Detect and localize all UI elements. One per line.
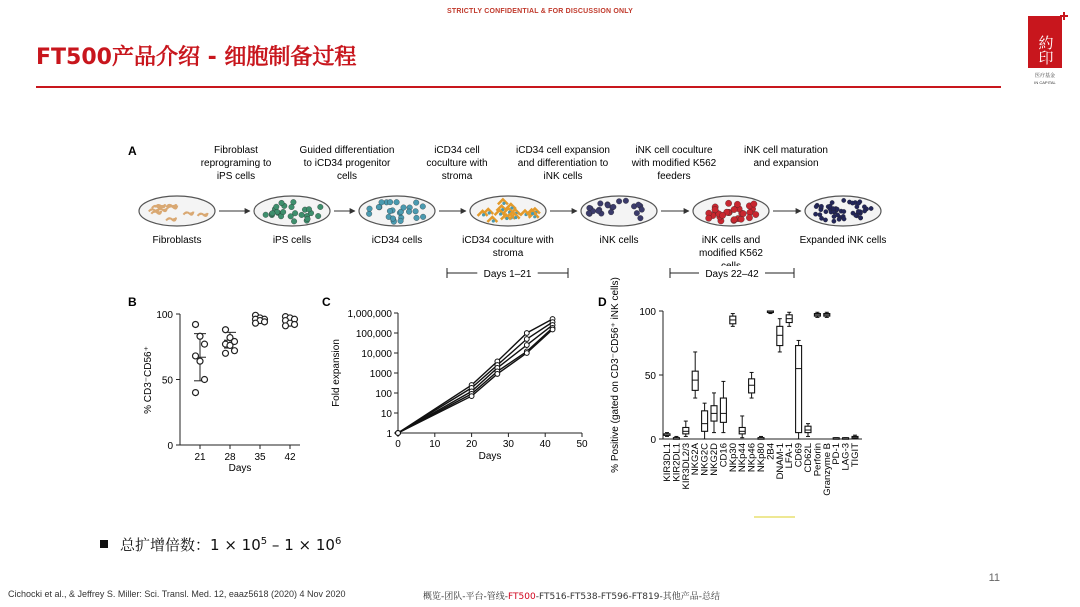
- step-bottom-label: iNK cells and modified K562: [699, 235, 763, 259]
- icd34-cell: [499, 212, 502, 215]
- step-bottom-label: iCD34 cells: [371, 235, 423, 246]
- y-tick-label: 50: [161, 375, 173, 387]
- y-tick-label: 50: [644, 371, 656, 382]
- cell-dot: [366, 211, 372, 217]
- cell-dot: [835, 207, 839, 211]
- logo-subtitle: 医疗基金: [1034, 73, 1056, 79]
- step-bottom-label: iNK cells: [599, 235, 639, 246]
- data-point: [396, 431, 401, 436]
- cell-dot: [586, 210, 592, 216]
- y-tick-label: 1: [386, 429, 392, 440]
- category-label: NKp80: [756, 443, 767, 473]
- icd34-cell: [492, 219, 495, 222]
- box: [683, 427, 689, 433]
- category-label: CD69: [793, 443, 805, 468]
- cell-dot: [712, 206, 718, 212]
- cell-dot: [420, 214, 426, 220]
- step-bottom-label: iPS cells: [272, 235, 312, 246]
- cell-dot: [315, 213, 321, 219]
- panel-c-label: C: [322, 295, 331, 309]
- data-point: [232, 348, 238, 354]
- icd34-cell: [531, 212, 534, 215]
- section-nav[interactable]: 概览-团队-平台-管线-FT500-FT516-FT538-FT596-FT819-其他产品-总结: [423, 592, 720, 602]
- step-top-label: iCD34 cell expansion and differentiation to iNK cells: [516, 145, 610, 182]
- cell-dot: [731, 216, 737, 222]
- cell-dot: [819, 204, 823, 208]
- cell-dot: [367, 206, 373, 212]
- panel-a-label: A: [128, 144, 137, 158]
- cell-dot: [413, 208, 419, 214]
- box: [777, 326, 783, 345]
- data-point: [193, 390, 199, 396]
- cell-dot: [862, 209, 866, 213]
- confidential-banner: STRICTLY CONFIDENTIAL & FOR DISCUSSION ONLY: [447, 8, 633, 15]
- panel-d-chart: [598, 277, 862, 517]
- category-label: NKG2C: [699, 443, 711, 476]
- cell-dot: [280, 209, 286, 215]
- x-tick-label: 0: [395, 439, 401, 450]
- cell-dot: [639, 207, 645, 213]
- box: [805, 426, 811, 432]
- series-line-2: [398, 325, 553, 433]
- box: [692, 371, 698, 390]
- x-axis-label: Days: [478, 451, 502, 462]
- step-bottom-label: Fibroblasts: [152, 235, 202, 246]
- data-point: [202, 341, 208, 347]
- page-number: 11: [988, 572, 1000, 584]
- cell-dot: [751, 201, 757, 207]
- data-point: [223, 350, 229, 356]
- data-point: [227, 342, 233, 348]
- x-axis-label: Days: [228, 463, 252, 474]
- cell-dot: [830, 200, 834, 204]
- step-cells-1: [254, 196, 330, 226]
- cell-dot: [306, 206, 312, 212]
- cell-dot: [842, 198, 846, 202]
- y-tick-label: 0: [167, 441, 173, 452]
- step-cells-2: [359, 196, 435, 226]
- cell-dot: [406, 209, 412, 215]
- x-tick-label: 40: [539, 439, 551, 450]
- page-title: FT500产品介绍 - 细胞制备过程: [36, 45, 357, 70]
- data-point: [197, 358, 203, 364]
- y-axis-label: Fold expansion: [331, 339, 342, 407]
- cell-dot: [854, 213, 858, 217]
- x-tick-label: 30: [502, 439, 514, 450]
- category-label: NKG2A: [690, 443, 702, 476]
- cell-dot: [263, 212, 269, 218]
- data-point: [292, 321, 298, 327]
- data-point: [524, 337, 529, 342]
- cell-dot: [414, 215, 420, 221]
- icd34-cell: [505, 217, 508, 220]
- cell-dot: [611, 204, 617, 210]
- cell-dot: [753, 211, 759, 217]
- cell-dot: [638, 215, 644, 221]
- data-point: [197, 333, 203, 339]
- cell-dot: [288, 214, 294, 220]
- cell-dot: [318, 204, 324, 210]
- cell-dot: [831, 206, 835, 210]
- category-label: TIGIT: [850, 443, 861, 468]
- series-line-0: [398, 319, 553, 433]
- cell-dot: [814, 204, 818, 208]
- cell-dot: [823, 218, 827, 222]
- cell-dot: [842, 217, 846, 221]
- y-tick-label: 100: [156, 310, 173, 321]
- nav-current: FT500: [508, 592, 536, 602]
- bullet-label: 总扩增倍数：: [120, 536, 211, 554]
- cell-dot: [289, 204, 295, 210]
- x-tick-label: 21: [194, 452, 206, 463]
- cell-dot: [623, 198, 629, 204]
- step-top-label: Fibroblast reprograming to iPS cells: [200, 145, 272, 182]
- x-tick-label: 50: [576, 439, 588, 450]
- step-bottom-label: Expanded iNK cells: [799, 235, 887, 246]
- icd34-cell: [482, 213, 485, 216]
- cell-dot: [616, 198, 622, 204]
- data-point: [193, 353, 199, 359]
- category-label: LFA-1: [784, 443, 796, 469]
- cell-dot: [842, 209, 846, 213]
- category-label: NKp44: [737, 443, 749, 473]
- x-tick-label: 35: [254, 452, 266, 463]
- category-label: KIR3DL2/3: [680, 443, 692, 490]
- cell-dot: [746, 215, 752, 221]
- day-range-2-label: Days 22–42: [705, 269, 759, 280]
- cell-dot: [856, 201, 860, 205]
- x-tick-label: 10: [429, 439, 441, 450]
- category-label: CD62L: [803, 443, 814, 473]
- panel-d-label: D: [598, 295, 607, 309]
- logo-subtitle-en: IN CAPITAL: [1034, 80, 1056, 85]
- data-point: [253, 320, 259, 326]
- cell-dot: [598, 201, 604, 207]
- category-label: Granzyme B: [821, 443, 833, 496]
- data-point: [469, 394, 474, 399]
- icd34-cell: [488, 211, 491, 214]
- category-label: LAG-3: [840, 443, 852, 471]
- cell-dot: [832, 214, 836, 218]
- cell-dot: [413, 200, 419, 206]
- x-tick-label: 28: [224, 452, 236, 463]
- box: [702, 411, 708, 431]
- cell-dot: [719, 212, 725, 218]
- cell-dot: [398, 218, 404, 224]
- x-tick-label: 42: [284, 452, 296, 463]
- box: [796, 346, 802, 433]
- x-tick-label: 20: [466, 439, 478, 450]
- cell-dot: [401, 205, 407, 211]
- step-cells-6: [805, 196, 881, 226]
- icd34-cell: [533, 215, 536, 218]
- cell-dot: [299, 212, 305, 218]
- cell-dot: [734, 201, 740, 207]
- step-top-label: iNK cell maturation and expansion: [744, 145, 828, 169]
- cell-dot: [856, 209, 860, 213]
- category-label: 2B4: [765, 443, 777, 460]
- bullet-square-icon: [100, 540, 108, 548]
- category-label: NKp30: [727, 443, 739, 473]
- data-point: [524, 343, 529, 348]
- category-label: PD-1: [831, 443, 843, 465]
- bullet-value-low: 1 × 10: [210, 536, 261, 554]
- cell-dot: [390, 216, 396, 222]
- data-point: [202, 377, 208, 383]
- panel-a: [128, 144, 886, 280]
- data-point: [550, 327, 555, 332]
- y-tick-label: 0: [650, 435, 656, 446]
- cell-dot: [858, 216, 862, 220]
- data-point: [283, 323, 289, 329]
- panel-b-chart: [128, 295, 300, 474]
- y-tick-label: 100: [639, 307, 656, 318]
- cell-dot: [740, 210, 746, 216]
- y-axis-label: % Positive (gated on CD3⁻CD56⁺ iNK cells): [610, 277, 621, 473]
- step-top-label: iCD34 cell coculture with stroma: [426, 145, 488, 182]
- icd34-cell: [502, 202, 505, 205]
- cell-dot: [818, 213, 822, 217]
- data-point: [495, 372, 500, 377]
- cell-dot: [869, 206, 873, 210]
- step-cells-0: [139, 196, 215, 226]
- cell-dot: [832, 219, 836, 223]
- category-label: NKG2D: [709, 443, 720, 476]
- data-point: [223, 327, 229, 333]
- cell-dot: [725, 200, 731, 206]
- step-top-label: iNK cell coculture with modified K562 feeders: [631, 145, 717, 182]
- cell-dot: [706, 215, 712, 221]
- day-range-1-label: Days 1–21: [483, 269, 532, 280]
- box: [739, 427, 745, 433]
- cell-dot: [850, 201, 854, 205]
- citation: Cichocki et al., & Jeffrey S. Miller: Sci. Transl. Med. 12, eaaz5618 (2020) 4 Nov 2020: [8, 589, 346, 599]
- cell-dot: [387, 199, 393, 205]
- data-point: [262, 319, 268, 325]
- data-point: [524, 351, 529, 356]
- bullet-value-high: 1 × 10: [284, 536, 335, 554]
- category-label: Perforin: [812, 443, 824, 477]
- y-tick-label: 1,000,000: [347, 309, 392, 320]
- cell-dot: [837, 217, 841, 221]
- category-label: CD16: [718, 443, 730, 468]
- y-tick-label: 1000: [369, 369, 392, 380]
- step-cells-5: [693, 196, 769, 226]
- data-point: [524, 331, 529, 336]
- total-expansion-bullet: 总扩增倍数：$1 \times 10^5 - 1 \times 10^6$: [100, 534, 341, 555]
- cell-dot: [634, 210, 640, 216]
- logo-text: 約印: [1036, 35, 1054, 65]
- step-cells-3: [470, 196, 546, 226]
- box: [720, 398, 726, 422]
- cell-dot: [394, 199, 400, 205]
- data-point: [193, 321, 199, 327]
- y-tick-label: 10,000: [361, 349, 392, 360]
- cell-dot: [596, 208, 602, 214]
- cell-dot: [274, 204, 280, 210]
- cell-dot: [291, 219, 297, 225]
- step-bottom-label: iCD34 coculture with stroma: [462, 235, 554, 259]
- cell-dot: [279, 200, 285, 206]
- cell-dot: [587, 205, 593, 211]
- panel-b-label: B: [128, 295, 137, 309]
- category-label: NKp46: [746, 443, 758, 473]
- cell-dot: [387, 208, 393, 214]
- panel-c-chart: [322, 295, 588, 462]
- category-label: KIR3DL1: [662, 443, 673, 482]
- box: [749, 379, 755, 393]
- category-label: KIR2DL1: [671, 443, 683, 482]
- cell-dot: [636, 202, 642, 208]
- step-cells-4: [581, 196, 657, 226]
- icd34-cell: [514, 216, 517, 219]
- y-tick-label: 100,000: [355, 329, 392, 340]
- cell-dot: [379, 200, 385, 206]
- y-tick-label: 10: [380, 409, 392, 420]
- cell-dot: [420, 204, 426, 210]
- cell-dot: [305, 216, 311, 222]
- cell-dot: [824, 209, 828, 213]
- y-axis-label: % CD3⁻CD56⁺: [143, 346, 154, 414]
- cell-dot: [270, 210, 276, 216]
- step-top-label: Guided differentiation to iCD34 progenitor cells: [299, 145, 395, 182]
- y-tick-label: 100: [375, 389, 392, 400]
- category-label: DNAM-1: [774, 443, 786, 480]
- cell-dot: [813, 212, 817, 216]
